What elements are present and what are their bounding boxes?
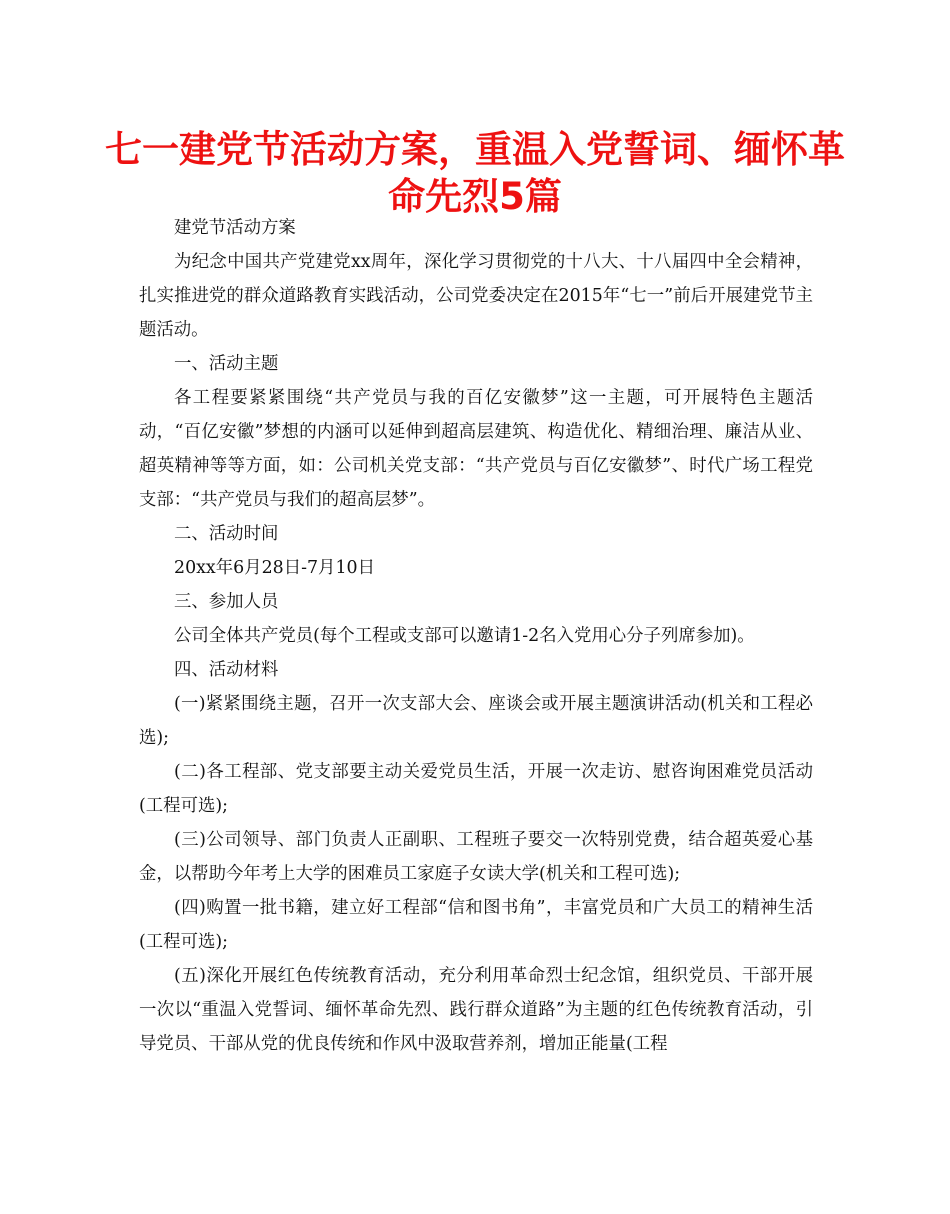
section-heading-materials: 四、活动材料: [174, 660, 279, 680]
list-item-5: (五)深化开展红色传统教育活动，充分利用革命烈士纪念馆，组织党员、干部开展一次以“重温入党誓词、缅怀革命先烈、践行群众道路”为主题的红色传统教育活动，引导党员、干部从党的优良传统和作风中汲取营养剂，增加正能量(工程: [139, 966, 813, 1054]
section-heading-participants: 三、参加人员: [174, 592, 279, 612]
list-item-4: (四)购置一批书籍，建立好工程部“信和图书角”，丰富党员和广大员工的精神生活(工程可选);: [139, 898, 813, 952]
list-item-3: (三)公司领导、部门负责人正副职、工程班子要交一次特别党费，结合超英爱心基金，以帮助今年考上大学的困难员工家庭子女读大学(机关和工程可选);: [139, 830, 813, 884]
paragraph-time: 20xx年6月28日-7月10日: [174, 558, 375, 578]
list-item-1: (一)紧紧围绕主题，召开一次支部大会、座谈会或开展主题演讲活动(机关和工程必选);: [139, 694, 813, 748]
list-item-2: (二)各工程部、党支部要主动关爱党员生活，开展一次走访、慰咨询困难党员活动(工程可选);: [139, 762, 813, 816]
section-heading-time: 二、活动时间: [174, 524, 279, 544]
paragraph-intro: 为纪念中国共产党建党xx周年，深化学习贯彻党的十八大、十八届四中全会精神，扎实推进党的群众道路教育实践活动，公司党委决定在2015年“七一”前后开展建党节主题活动。: [139, 252, 813, 340]
paragraph-heading: 建党节活动方案: [174, 218, 296, 238]
document-title: 七一建党节活动方案，重温入党誓词、缅怀革命先烈5篇: [105, 128, 845, 218]
paragraph-participants: 公司全体共产党员(每个工程或支部可以邀请1-2名入党用心分子列席参加)。: [174, 626, 755, 646]
section-heading-theme: 一、活动主题: [174, 354, 279, 374]
paragraph-theme: 各工程要紧紧围绕“共产党员与我的百亿安徽梦”这一主题，可开展特色主题活动，“百亿安徽”梦想的内涵可以延伸到超高层建筑、构造优化、精细治理、廉洁从业、超英精神等等方面，如：公司机关党支部：“共产党员与百亿安徽梦”、时代广场工程党支部：“共产党员与我们的超高层梦”。: [139, 388, 813, 510]
document-body: [139, 211, 813, 1061]
